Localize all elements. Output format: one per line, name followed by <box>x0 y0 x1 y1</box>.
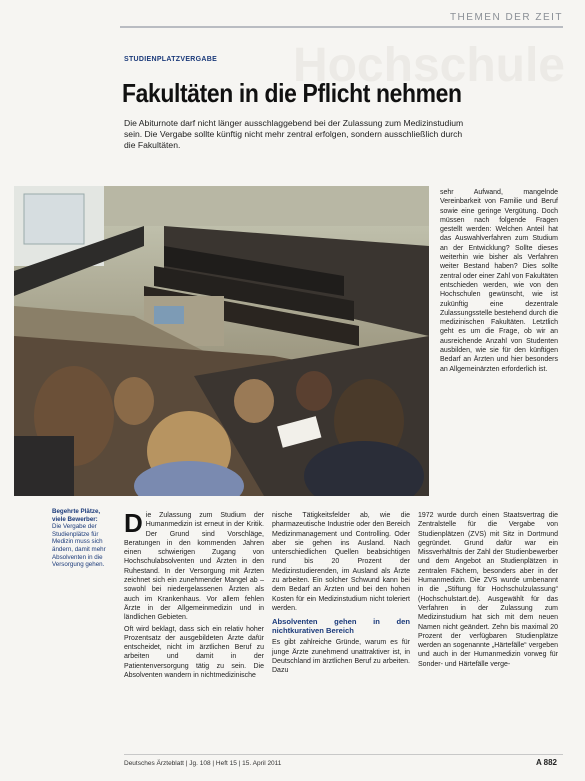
article-column-3 <box>418 511 558 671</box>
paragraph <box>124 508 264 623</box>
paragraph: 1972 wurde durch einen Staatsvertrag die Zentralstelle für die Vergabe von Studienplätzen (ZVS) mit Sitz in Dortmund gegründet. Grund dafür war ein Missverhältnis der Zahl der Studienbewerber und dem Angebot an Studienplätzen in zentralen Fächern, besonders aber in der Humanmedizin. Die ZVS wurde umbenannt in die „Stiftung für Hochschulzulassung“ (Hochschulstart.de). Ausgewählt für das Verfahren in der Zulassung zum Medizinstudium hat sich mit dem neuen Namen nicht geändert. Zehn bis maximal 20 Prozent der verfügbaren Studienplätze werden an sogenannte „Härtefälle“ vergeben und auch in der Humanmedizin vorweg für Sonder- und Härtefälle verge- <box>418 512 558 668</box>
lecture-hall-photo <box>14 186 429 496</box>
paragraph: Oft wird beklagt, dass sich ein relativ hoher Prozentsatz der ausgebildeten Ärzte dafür entscheidet, nicht im ärztlichen Beruf zu arbeiten und damit in der Patientenversorgung tätig zu sein. Die Absolventen wandern in nichtmedizinische <box>124 625 264 680</box>
article-column-right-top <box>440 188 558 376</box>
footer-rule <box>124 754 563 755</box>
drop-cap: D <box>124 508 143 538</box>
article-headline: Fakultäten in die Pflicht nehmen <box>122 78 462 108</box>
article-lead: Die Abiturnote darf nicht länger ausschlaggebend bei der Zulassung zum Medizinstudium sein. Die Vergabe sollte künftig nicht mehr zentral erfolgen, sondern ausschließlich durch die Fakultäten. <box>124 118 464 150</box>
footer-citation: Deutsches Ärzteblatt | Jg. 108 | Heft 15 | 15. April 2011 <box>124 760 282 767</box>
article-subhead: Absolventen gehen in den nichtkurativen Bereich <box>272 617 410 636</box>
section-label: THEMEN DER ZEIT <box>449 12 563 23</box>
photo-caption <box>52 508 110 569</box>
ghost-watermark-text: Hochschule <box>292 39 565 92</box>
caption-text: Die Vergabe der Studienplätze für Medizin muss sich ändern, damit mehr Absolventen in die Versorgung gehen. <box>52 523 106 569</box>
page-number: A 882 <box>535 758 557 767</box>
paragraph-text: ie Zulassung zum Studium der Humanmedizin ist erneut in der Kritik. Der Grund sind Vorschläge, Beratungen in den kommenden Jahren einen schwierigen Zugang von Hochschulabsolventen und Ärzten in den Ruhestand. In der Versorgung mit Ärzten zeichnet sich ein zunehmender Mangel ab – sowohl bei niedergelassenen Ärzten als auch im Krankenhaus. Vor allem fehlen Ärzte in der Allgemeinmedizin und in ländlichen Gebieten. <box>124 512 264 622</box>
article-column-2 <box>272 511 410 677</box>
paragraph: nische Tätigkeitsfelder ab, wie die pharmazeutische Industrie oder den Bereich Medizinmanagement und Controlling. Oder aber sie gehen ins Ausland. Nach unterschiedlichen Quellen beabsichtigen rund bis 20 Prozent der Medizinstudierenden, im Ausland als Ärzte zu arbeiten. Ein solcher Schwund kann bei dem Bedarf an Ärzten und bei den hohen Kosten für ein Medizinstudium nicht toleriert werden. <box>272 512 410 612</box>
caption-title: Begehrte Plätze, viele Bewerber: <box>52 508 101 523</box>
article-kicker: STUDIENPLATZVERGABE <box>124 56 218 63</box>
paragraph: sehr Aufwand, mangelnde Vereinbarkeit von Familie und Beruf sowie eine geringe Vergütung. Doch müssen nach folgende Fragen gestellt werden: Welchen Anteil hat das Auswahlverfahren zum Studium an der Entwicklung? Sollte dieses weiterhin wie bisher als Verfahren weiter Bestand haben? Dies sollte zentral oder einer Zahl von Fakultäten entschieden werden, wie von den Hochschulen gewünscht, wie ist zukünftig eine dezentrale Zulassungsstelle bestehend durch die medizinischen Fakultäten. Letztlich geht es um die Frage, ob wir an ausreichende Anzahl von Studenten ausbilden, wie sie für den künftigen Bedarf an Ärzten und hier besonders an Allgemeinärzten erforderlich ist. <box>440 189 558 373</box>
paragraph: Es gibt zahlreiche Gründe, warum es für junge Ärzte zunehmend unattraktiver ist, in Deutschland im ärztlichen Beruf zu arbeiten. Dazu <box>272 639 410 675</box>
article-column-1 <box>124 508 264 682</box>
header-rule <box>120 26 563 28</box>
